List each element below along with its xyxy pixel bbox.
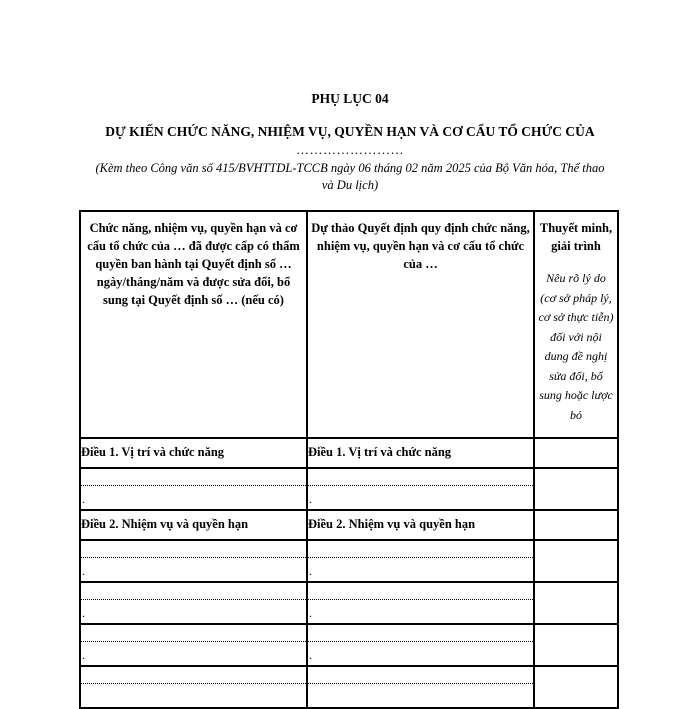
dot-end: .: [309, 606, 312, 620]
table-cell: [80, 468, 307, 510]
table-row: [80, 666, 618, 708]
table-cell: [534, 540, 618, 582]
document-subtitle: (Kèm theo Công văn số 415/BVHTTDL-TCCB ngày 06 tháng 02 năm 2025 của Bộ Văn hóa, Thể thao và Du lịch): [95, 161, 605, 192]
article1-left: Điều 1. Vị trí và chức năng: [80, 438, 307, 468]
table-cell: [80, 540, 307, 582]
col3-header: [534, 211, 618, 438]
table-cell: [534, 582, 618, 624]
dotted-line: [81, 673, 306, 684]
table-cell: [307, 666, 534, 708]
dot-end: .: [309, 564, 312, 578]
table-cell: [534, 624, 618, 666]
dotted-line: [308, 631, 533, 642]
dotted-line: [81, 547, 306, 558]
table-row: [80, 468, 618, 510]
dotted-line: [308, 589, 533, 600]
dot-end: .: [309, 492, 312, 506]
table-cell: [534, 666, 618, 708]
table-row: [80, 624, 618, 666]
dotted-line: [81, 589, 306, 600]
title-dots: ……………………: [296, 142, 404, 157]
dotted-line: [308, 673, 533, 684]
dot-end: .: [82, 492, 85, 506]
table-row: [80, 582, 618, 624]
col3-header-note: Nêu rõ lý do (cơ sở pháp lý, cơ sở thực tiễn) đối với nội dung đề nghị sửa đổi, bổ sung hoặc lược bỏ: [538, 271, 614, 422]
table-header-row: [80, 211, 618, 438]
dot-end: .: [309, 648, 312, 662]
comparison-table: [79, 210, 619, 709]
table-cell: [534, 510, 618, 540]
dotted-line: [308, 547, 533, 558]
article1-right: Điều 1. Vị trí và chức năng: [307, 438, 534, 468]
table-cell: [307, 540, 534, 582]
table-cell: [307, 468, 534, 510]
article2-left: Điều 2. Nhiệm vụ và quyền hạn: [80, 510, 307, 540]
dotted-line: [308, 475, 533, 486]
dotted-line: [81, 631, 306, 642]
col3-header-title: Thuyết minh, giải trình: [539, 221, 613, 253]
table-cell: [80, 582, 307, 624]
appendix-heading: PHỤ LỤC 04: [311, 91, 389, 106]
table-row: [80, 438, 618, 468]
col1-header: Chức năng, nhiệm vụ, quyền hạn và cơ cấu tổ chức của … đã được cấp có thẩm quyền ban hành tại Quyết định số … ngày/tháng/năm và được sửa đổi, bổ sung tại Quyết định số … (nếu có): [80, 211, 307, 438]
dotted-line: [81, 475, 306, 486]
dot-end: .: [82, 606, 85, 620]
article2-right: Điều 2. Nhiệm vụ và quyền hạn: [307, 510, 534, 540]
col2-header: Dự thảo Quyết định quy định chức năng, nhiệm vụ, quyền hạn và cơ cấu tổ chức của …: [307, 211, 534, 438]
dot-end: .: [82, 564, 85, 578]
table-cell: [307, 582, 534, 624]
table-cell: [307, 624, 534, 666]
table-row: [80, 510, 618, 540]
document-title: DỰ KIẾN CHỨC NĂNG, NHIỆM VỤ, QUYỀN HẠN VÀ CƠ CẤU TỔ CHỨC CỦA: [105, 124, 595, 139]
table-row: [80, 540, 618, 582]
dot-end: .: [82, 648, 85, 662]
table-cell: [534, 468, 618, 510]
table-cell: [80, 666, 307, 708]
table-cell: [80, 624, 307, 666]
table-cell: [534, 438, 618, 468]
